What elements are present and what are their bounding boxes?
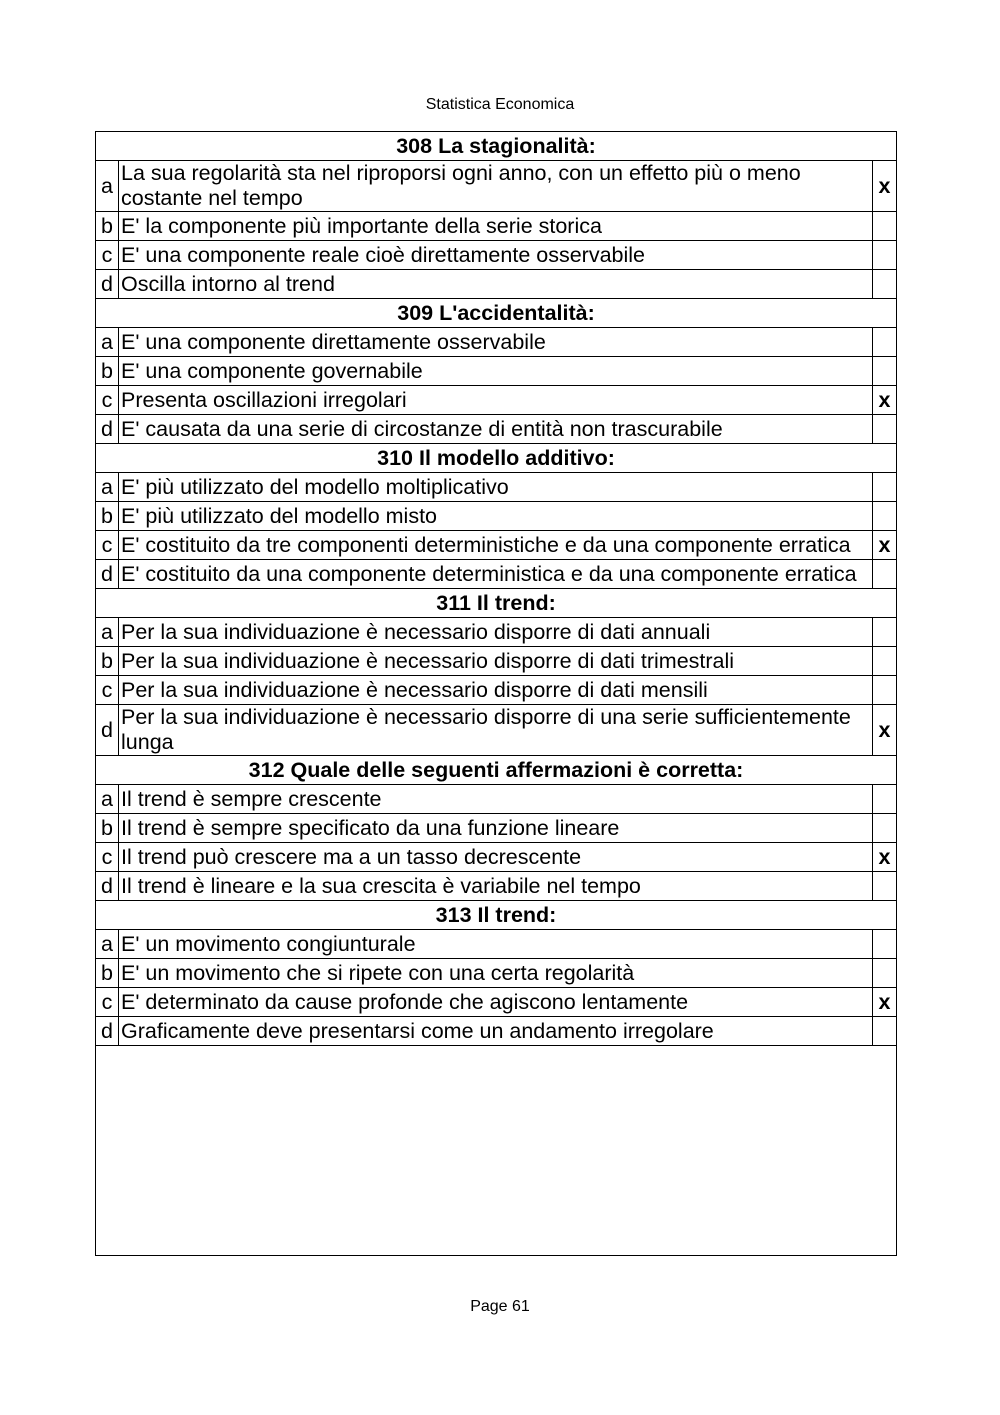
question-title: 313 Il trend: [96,901,897,930]
option-text: E' causata da una serie di circostanze di entità non trascurabile [119,415,873,444]
option-letter: c [96,531,119,560]
option-letter: b [96,212,119,241]
option-row [96,1017,897,1046]
option-letter: b [96,357,119,386]
option-row [96,241,897,270]
option-row [96,270,897,299]
question-row [96,132,897,161]
option-row [96,647,897,676]
option-text: E' la componente più importante della serie storica [119,212,873,241]
option-row [96,415,897,444]
answer-mark [872,959,896,988]
question-title: 311 Il trend: [96,589,897,618]
answer-mark [872,560,896,589]
question-row [96,299,897,328]
option-text: E' una componente governabile [119,357,873,386]
answer-mark [872,814,896,843]
question-row [96,901,897,930]
option-text: Presenta oscillazioni irregolari [119,386,873,415]
option-text: Per la sua individuazione è necessario disporre di dati trimestrali [119,647,873,676]
option-row [96,705,897,756]
option-text: Per la sua individuazione è necessario disporre di una serie sufficientemente lunga [119,705,873,756]
option-text: Per la sua individuazione è necessario disporre di dati mensili [119,676,873,705]
question-title: 310 Il modello additivo: [96,444,897,473]
option-text: E' una componente reale cioè direttamente osservabile [119,241,873,270]
option-text: Il trend è sempre crescente [119,785,873,814]
answer-mark: x [872,705,896,756]
answer-mark [872,1017,896,1046]
option-row [96,212,897,241]
question-title: 308 La stagionalità: [96,132,897,161]
answer-mark [872,241,896,270]
page-footer: Page 61 [470,1298,530,1315]
option-text: La sua regolarità sta nel riproporsi ogni anno, con un effetto più o meno costante nel tempo [119,161,873,212]
option-text: E' un movimento che si ripete con una certa regolarità [119,959,873,988]
answer-mark [872,618,896,647]
option-text: Graficamente deve presentarsi come un andamento irregolare [119,1017,873,1046]
option-letter: d [96,560,119,589]
option-row [96,988,897,1017]
option-letter: a [96,930,119,959]
option-text: E' un movimento congiunturale [119,930,873,959]
option-row [96,386,897,415]
option-text: Il trend può crescere ma a un tasso decrescente [119,843,873,872]
option-row [96,531,897,560]
answer-mark [872,785,896,814]
option-letter: c [96,241,119,270]
option-row [96,328,897,357]
option-row [96,473,897,502]
option-letter: d [96,270,119,299]
answer-mark [872,930,896,959]
quiz-body [96,132,897,1046]
option-text: Per la sua individuazione è necessario disporre di dati annuali [119,618,873,647]
option-row [96,502,897,531]
question-row [96,589,897,618]
option-row [96,814,897,843]
option-text: Il trend è sempre specificato da una funzione lineare [119,814,873,843]
option-letter: c [96,386,119,415]
option-letter: d [96,1017,119,1046]
option-letter: d [96,415,119,444]
option-row [96,161,897,212]
answer-mark [872,415,896,444]
option-text: Oscilla intorno al trend [119,270,873,299]
option-row [96,930,897,959]
question-title: 309 L'accidentalità: [96,299,897,328]
option-letter: b [96,502,119,531]
option-letter: a [96,618,119,647]
option-letter: a [96,328,119,357]
answer-mark [872,357,896,386]
option-row [96,843,897,872]
option-text: E' una componente direttamente osservabile [119,328,873,357]
answer-mark [872,328,896,357]
option-row [96,560,897,589]
option-letter: b [96,814,119,843]
option-letter: b [96,647,119,676]
answer-mark: x [872,531,896,560]
answer-mark [872,502,896,531]
answer-mark [872,647,896,676]
option-text: Il trend è lineare e la sua crescita è variabile nel tempo [119,872,873,901]
quiz-table [95,131,897,1046]
answer-mark: x [872,386,896,415]
answer-mark: x [872,843,896,872]
option-row [96,676,897,705]
question-title: 312 Quale delle seguenti affermazioni è corretta: [96,756,897,785]
answer-mark: x [872,988,896,1017]
answer-mark [872,676,896,705]
option-letter: c [96,843,119,872]
option-text: E' costituito da tre componenti deterministiche e da una componente erratica [119,531,873,560]
question-row [96,756,897,785]
option-letter: c [96,988,119,1017]
option-row [96,785,897,814]
option-letter: d [96,872,119,901]
option-text: E' più utilizzato del modello moltiplicativo [119,473,873,502]
question-row [96,444,897,473]
option-letter: b [96,959,119,988]
option-letter: c [96,676,119,705]
answer-mark [872,473,896,502]
option-letter: a [96,161,119,212]
option-letter: a [96,473,119,502]
answer-mark: x [872,161,896,212]
option-row [96,959,897,988]
option-letter: a [96,785,119,814]
answer-mark [872,872,896,901]
option-row [96,357,897,386]
option-text: E' determinato da cause profonde che agiscono lentamente [119,988,873,1017]
answer-mark [872,212,896,241]
option-text: E' costituito da una componente deterministica e da una componente erratica [119,560,873,589]
page-header: Statistica Economica [425,96,575,113]
option-row [96,872,897,901]
answer-mark [872,270,896,299]
option-text: E' più utilizzato del modello misto [119,502,873,531]
option-letter: d [96,705,119,756]
option-row [96,618,897,647]
